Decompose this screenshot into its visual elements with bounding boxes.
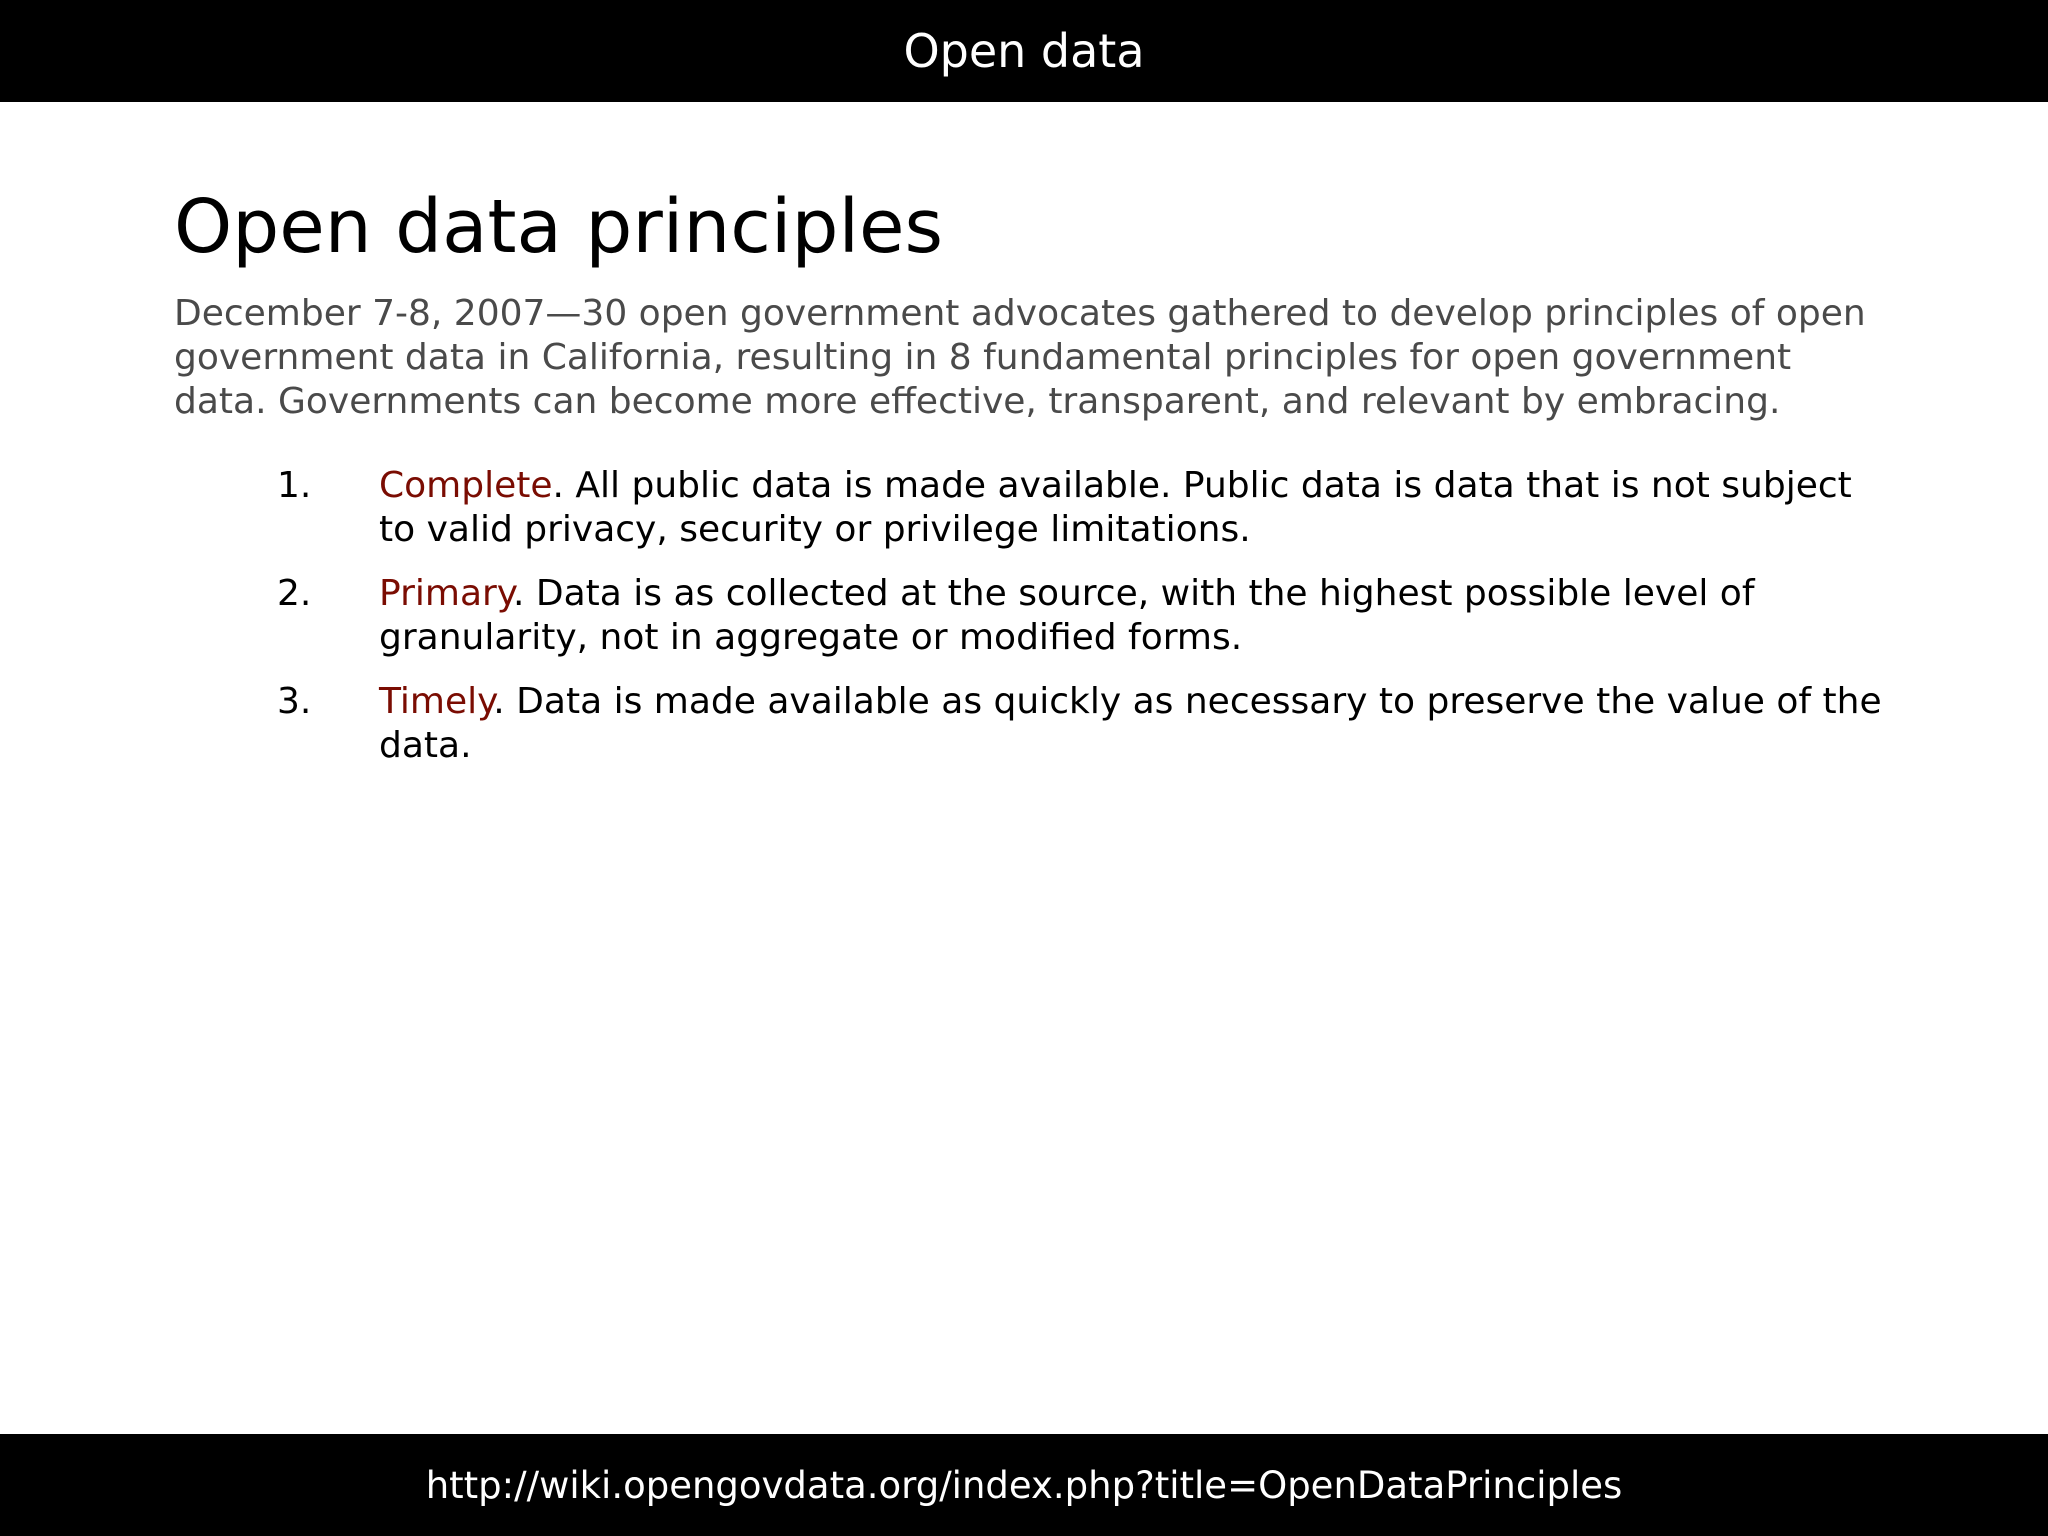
list-item-number: 1. <box>277 465 312 506</box>
principle-description: . All public data is made available. Public data is data that is not subject to valid privacy, security or privilege limitations. <box>379 465 1852 550</box>
principles-list <box>174 464 1894 768</box>
slide-content <box>174 180 1894 788</box>
principle-term: Timely <box>379 681 494 722</box>
list-item-number: 3. <box>277 681 312 722</box>
principle-description: . Data is made available as quickly as necessary to preserve the value of the data. <box>379 681 1882 766</box>
list-item <box>174 680 1894 768</box>
page-title: Open data principles <box>174 184 944 270</box>
list-item <box>174 572 1894 660</box>
principle-description: . Data is as collected at the source, with the highest possible level of granularity, not in aggregate or modified forms. <box>379 573 1755 658</box>
list-item-number: 2. <box>277 573 312 614</box>
principle-term: Primary <box>379 573 513 614</box>
header-title: Open data <box>903 24 1145 78</box>
header-bar <box>0 0 2048 102</box>
footer-bar <box>0 1434 2048 1536</box>
list-item <box>174 464 1894 552</box>
intro-paragraph: December 7-8, 2007—30 open government advocates gathered to develop principles of open government data in California, resulting in 8 fundamental principles for open government data. Governments can become more effective, transparent, and relevant by embracing. <box>174 293 1866 422</box>
principle-term: Complete <box>379 465 553 506</box>
source-url: http://wiki.opengovdata.org/index.php?title=OpenDataPrinciples <box>425 1463 1623 1507</box>
